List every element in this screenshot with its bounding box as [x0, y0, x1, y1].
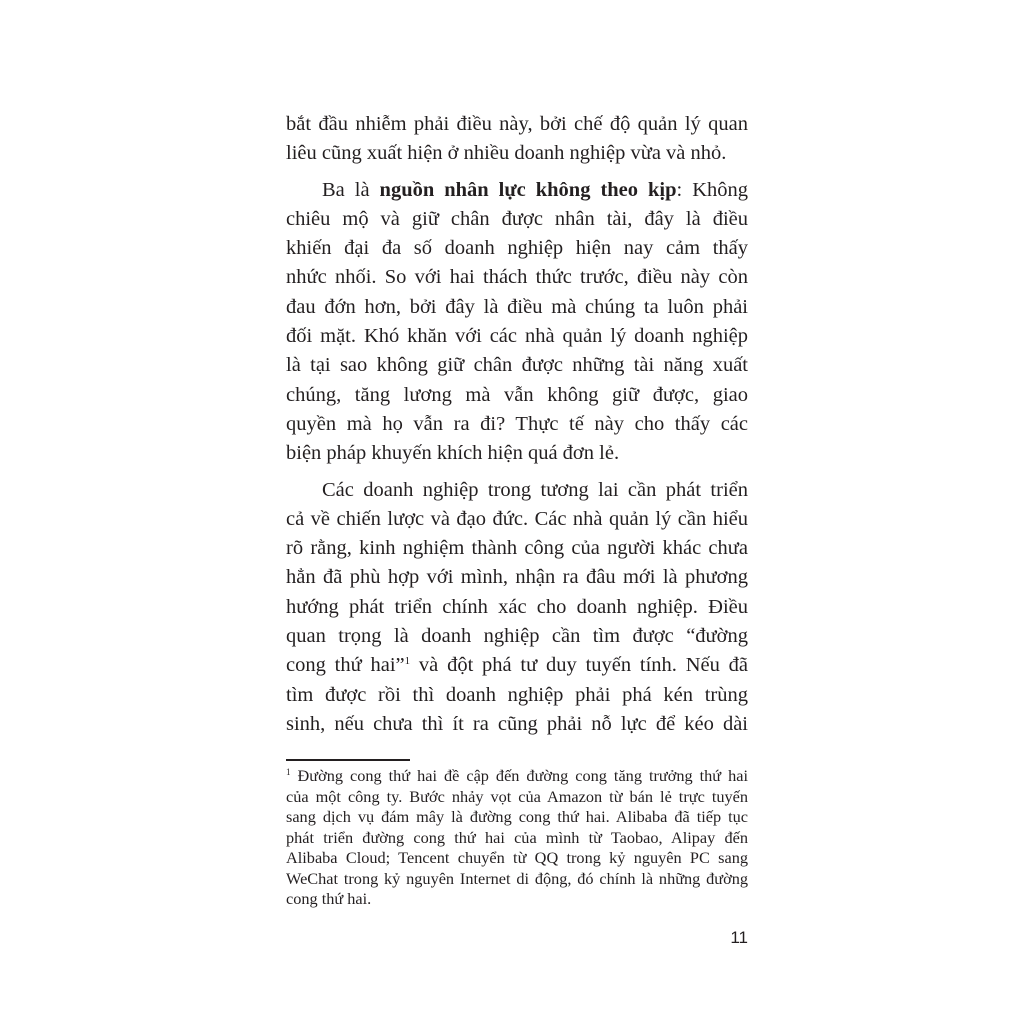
text-line: liêu cũng xuất hiện ở nhiều doanh nghiệp vừa và nhỏ.: [286, 142, 727, 165]
text-line: quan trọng là doanh nghiệp cần tìm được “đường: [286, 625, 748, 648]
footnote-line: WeChat trong kỷ nguyên Internet di động, đó chính là những đường: [286, 868, 748, 888]
footnote-marker: 1: [286, 767, 291, 777]
text-line: là tại sao không giữ chân được những tài năng xuất: [286, 354, 748, 377]
text-line: rõ rằng, kinh nghiệm thành công của người khác chưa: [286, 537, 748, 560]
text-line: hẳn đã phù hợp với mình, nhận ra đâu mới là phương: [286, 566, 748, 589]
text-line: biện pháp khuyến khích hiện quá đơn lẻ.: [286, 442, 620, 465]
footnote-reference: 1: [404, 655, 411, 668]
text-line: sinh, nếu chưa thì ít ra cũng phải nỗ lực để kéo dài: [286, 712, 748, 735]
text-line: cả về chiến lược và đạo đức. Các nhà quản lý cần hiểu: [286, 507, 748, 530]
text-line: [286, 176, 748, 205]
text-line: [286, 651, 748, 680]
body-text: [286, 110, 748, 739]
text-line: hướng phát triển chính xác cho doanh nghiệp. Điều: [286, 595, 748, 618]
paragraph: [286, 476, 748, 740]
footnote-line: cong thứ hai.: [286, 889, 372, 908]
text-line: khiến đại đa số doanh nghiệp hiện nay cảm thấy: [286, 237, 748, 260]
text-line: bắt đầu nhiễm phải điều này, bởi chế độ quản lý quan: [286, 113, 748, 135]
footnote-line: sang dịch vụ đám mây là đường cong thứ hai. Alibaba đã tiếp tục: [286, 807, 748, 826]
text-line: quyền mà họ vẫn ra đi? Thực tế này cho thấy các: [286, 412, 748, 435]
text-line: chúng, tăng lương mà vẫn không giữ được, giao: [286, 383, 748, 406]
text-line: tìm được rồi thì doanh nghiệp phải phá kén trùng: [286, 683, 748, 706]
footnote-line: [286, 766, 748, 787]
bold-phrase: nguồn nhân lực không theo kịp: [379, 178, 677, 201]
footnote-line: Alibaba Cloud; Tencent chuyển từ QQ trong kỷ nguyên PC sang: [286, 848, 748, 867]
text-segment: cong thứ hai”: [286, 654, 405, 677]
text-line: nhức nhối. So với hai thách thức trước, điều này còn: [286, 266, 748, 289]
paragraph: [286, 110, 748, 169]
text-segment: Đường cong thứ hai đề cập đến đường cong tăng trưởng thứ hai: [290, 766, 748, 785]
footnote-divider: [286, 759, 410, 761]
footnote-line: của một công ty. Bước nhảy vọt của Amazon từ bán lẻ trực tuyến: [286, 786, 748, 806]
page-number: 11: [730, 928, 748, 947]
footnote-line: phát triển đường cong thứ hai của mình từ Taobao, Alipay đến: [286, 827, 748, 847]
paragraph: [286, 176, 748, 469]
footnote: [286, 766, 748, 910]
text-line: đau đớn hơn, bởi đây là điều mà chúng ta luôn phải: [286, 295, 748, 318]
text-line: Các doanh nghiệp trong tương lai cần phát triển: [322, 478, 748, 501]
text-segment: : Không: [676, 178, 749, 201]
text-line: chiêu mộ và giữ chân được nhân tài, đây là điều: [286, 207, 748, 230]
text-segment: và đột phá tư duy tuyến tính. Nếu đã: [410, 654, 748, 677]
text-line: đối mặt. Khó khăn với các nhà quản lý doanh nghiệp: [286, 325, 748, 348]
text-segment: Ba là: [322, 178, 380, 201]
